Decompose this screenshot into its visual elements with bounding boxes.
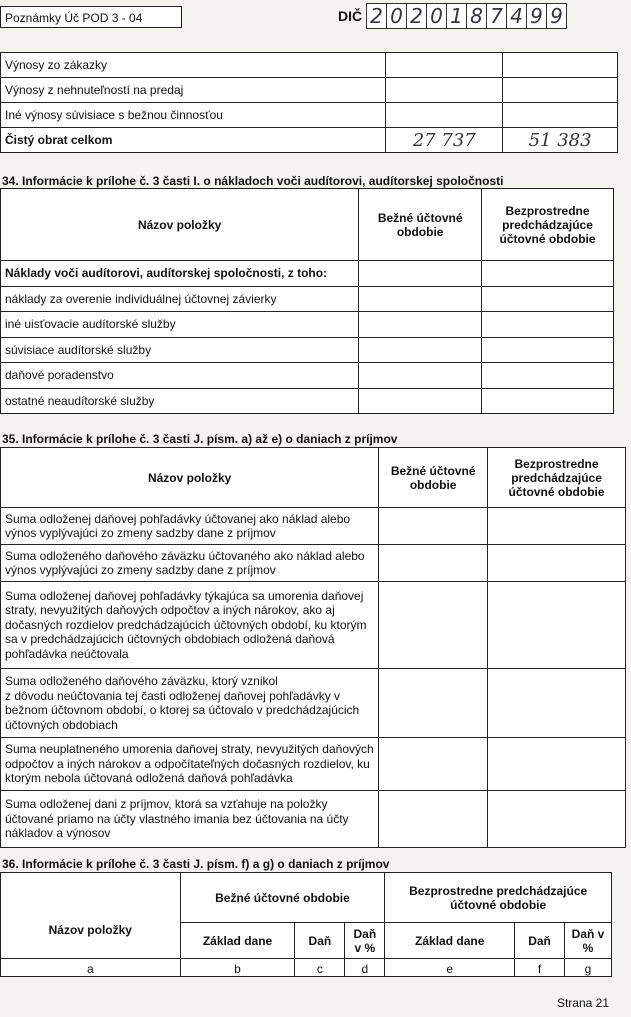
dic-digit: 2 <box>406 3 427 29</box>
row-label-line: dočasných rozdielov predchádzajúcich účtovných období, ku ktorým <box>5 617 367 632</box>
table-row <box>1 582 626 669</box>
sub-header-tax-current: Daň <box>295 923 345 959</box>
row-label <box>1 738 379 791</box>
dic-digit: 0 <box>426 3 447 29</box>
value-previous <box>482 388 614 414</box>
row-label: náklady za overenie individuálnej účtovnej závierky <box>1 286 359 312</box>
value-current <box>359 363 482 389</box>
row-label-line: výnos vyplývajúci zo zmeny sadzby dane z príjmov <box>5 563 276 577</box>
section-36-title: 36. Informácie k prílohe č. 3 časti J. písm. f) a g) o daniach z príjmov <box>2 857 390 871</box>
table-row <box>1 669 626 738</box>
section-34-title: 34. Informácie k prílohe č. 3 časti I. o nákladoch voči audítorovi, audítorskej spoločnosti <box>2 174 504 188</box>
col-header-current: Bežné účtovné obdobie <box>379 448 488 508</box>
row-label: ostatné neaudítorské služby <box>1 388 359 414</box>
sub-header-base-current: Základ dane <box>180 923 295 959</box>
row-label-line: Suma odloženého daňového záväzku účtovaného ako náklad alebo <box>5 548 365 563</box>
page-number: Strana 21 <box>556 996 609 1010</box>
column-letter: c <box>295 959 345 977</box>
value-previous <box>488 791 626 848</box>
column-letter: e <box>385 959 515 977</box>
value-previous <box>503 53 618 78</box>
row-label-line: z dôvodu neúčtovania tej časti odloženej daňovej pohľadávky v <box>5 688 341 703</box>
table-row <box>1 286 614 312</box>
value-previous <box>488 582 626 669</box>
col-header-name: Názov položky <box>1 448 379 508</box>
row-label <box>1 508 379 545</box>
value-previous <box>482 286 614 312</box>
revenue-table <box>0 52 618 153</box>
value-current: 27 737 <box>386 128 503 153</box>
value-previous: 51 383 <box>503 128 618 153</box>
col-header-previous: Bezprostredne predchádzajúce účtovné obdobie <box>488 448 626 508</box>
row-label-line: Suma odloženej daňovej pohľadávky týkajúca sa umorenia daňovej <box>5 588 364 603</box>
table-row <box>1 312 614 338</box>
value-current <box>379 669 488 738</box>
col-header-previous: Bezprostredne predchádzajúce účtovné obdobie <box>482 189 614 261</box>
col-header-current: Bežné účtovné obdobie <box>180 873 385 923</box>
value-current <box>359 337 482 363</box>
column-letter: g <box>565 959 612 977</box>
row-label: Iné výnosy súvisiace s bežnou činnosťou <box>1 103 386 128</box>
dic-digit: 9 <box>546 3 567 29</box>
value-previous <box>503 78 618 103</box>
table-row <box>1 53 618 78</box>
table-row <box>1 78 618 103</box>
value-current <box>379 791 488 848</box>
col-header-previous: Bezprostredne predchádzajúce účtovné obdobie <box>385 873 612 923</box>
row-label <box>1 791 379 848</box>
value-current <box>386 78 503 103</box>
table-row <box>1 337 614 363</box>
column-letter: a <box>1 959 181 977</box>
column-letter: f <box>515 959 565 977</box>
table-row <box>1 128 618 153</box>
auditor-costs-table <box>0 188 614 414</box>
column-letter: b <box>180 959 295 977</box>
row-label: daňové poradenstvo <box>1 363 359 389</box>
table-row <box>1 508 626 545</box>
value-current <box>359 312 482 338</box>
value-current <box>379 582 488 669</box>
table-row <box>1 103 618 128</box>
row-label: Čistý obrat celkom <box>1 128 386 153</box>
value-current <box>386 103 503 128</box>
row-label-line: účtované priamo na účty vlastného imania bez účtovania na účty <box>5 811 349 826</box>
section-35-title: 35. Informácie k prílohe č. 3 časti J. písm. a) až e) o daniach z príjmov <box>2 432 398 446</box>
row-label-line: straty, nevyužitých daňových odpočtov a iných nárokov, ako aj <box>5 603 335 618</box>
row-label: Výnosy z nehnuteľností na predaj <box>1 78 386 103</box>
sub-header-rate-previous: Daň v % <box>565 923 612 959</box>
row-label: Náklady voči audítorovi, audítorskej spoločnosti, z toho: <box>1 261 359 287</box>
table-row <box>1 261 614 287</box>
note-label: Poznámky Úč POD 3 - 04 <box>0 6 182 28</box>
income-tax-rate-table <box>0 872 612 977</box>
row-label-line: bežnom účtovnom období, o ktorej sa účtovalo v predchádzajúcich <box>5 703 360 717</box>
row-label-line: Suma odloženej dani z príjmov, ktorá sa vzťahuje na položky <box>5 797 328 812</box>
dic-field <box>366 3 566 29</box>
value-current <box>359 286 482 312</box>
row-label <box>1 669 379 738</box>
row-label: súvisiace audítorské služby <box>1 337 359 363</box>
value-current <box>359 388 482 414</box>
dic-digit: 1 <box>446 3 467 29</box>
col-header-name: Názov položky <box>1 873 181 959</box>
value-previous <box>482 312 614 338</box>
value-current <box>379 545 488 582</box>
value-previous <box>482 337 614 363</box>
table-row <box>1 738 626 791</box>
row-label-line: Suma odloženého daňového záväzku, ktorý vznikol <box>5 674 278 688</box>
income-tax-table <box>0 447 626 848</box>
value-previous <box>503 103 618 128</box>
col-header-name: Názov položky <box>1 189 359 261</box>
row-label-line: pohľadávka neúčtovala <box>5 646 129 661</box>
value-current <box>359 261 482 287</box>
row-label-line: účtovných obdobiach <box>5 717 118 732</box>
row-label <box>1 545 379 582</box>
row-label: iné uisťovacie audítorské služby <box>1 312 359 338</box>
row-label-line: sa v predchádzajúcich účtovných obdobiach odložená daňová <box>5 632 335 647</box>
value-previous <box>488 738 626 791</box>
row-label <box>1 582 379 669</box>
dic-digit: 2 <box>366 3 387 29</box>
table-row <box>1 363 614 389</box>
value-current <box>386 53 503 78</box>
value-previous <box>488 508 626 545</box>
row-label-line: výnos vyplývajúci zo zmeny sadzby dane z príjmov <box>5 526 276 540</box>
dic-digit: 4 <box>506 3 527 29</box>
dic-digit: 8 <box>466 3 487 29</box>
value-current <box>379 508 488 545</box>
value-previous <box>488 669 626 738</box>
row-label: Výnosy zo zákazky <box>1 53 386 78</box>
table-row <box>1 545 626 582</box>
table-row <box>1 791 626 848</box>
table-row <box>1 388 614 414</box>
dic-label: DIČ <box>338 8 363 24</box>
dic-digit: 0 <box>386 3 407 29</box>
value-current <box>379 738 488 791</box>
column-letter: d <box>345 959 385 977</box>
sub-header-rate-current: Daň v % <box>345 923 385 959</box>
row-label-line: Suma odloženej daňovej pohľadávky účtovanej ako náklad alebo <box>5 511 351 526</box>
value-previous <box>482 261 614 287</box>
sub-header-tax-previous: Daň <box>515 923 565 959</box>
dic-digit: 9 <box>526 3 547 29</box>
row-label-line: nákladov a výnosov <box>5 826 111 841</box>
value-previous <box>482 363 614 389</box>
col-header-current: Bežné účtovné obdobie <box>359 189 482 261</box>
row-label-line: ktorým nebola účtovaná odložená daňová pohľadávka <box>5 771 293 786</box>
sub-header-base-previous: Základ dane <box>385 923 515 959</box>
dic-digit: 7 <box>486 3 507 29</box>
value-previous <box>488 545 626 582</box>
row-label-line: odpočtov a iných nárokov a odpočítateľných dočasných rozdielov, ku <box>5 756 370 771</box>
row-label-line: Suma neuplatneného umorenia daňovej straty, nevyužitých daňových <box>5 742 374 757</box>
